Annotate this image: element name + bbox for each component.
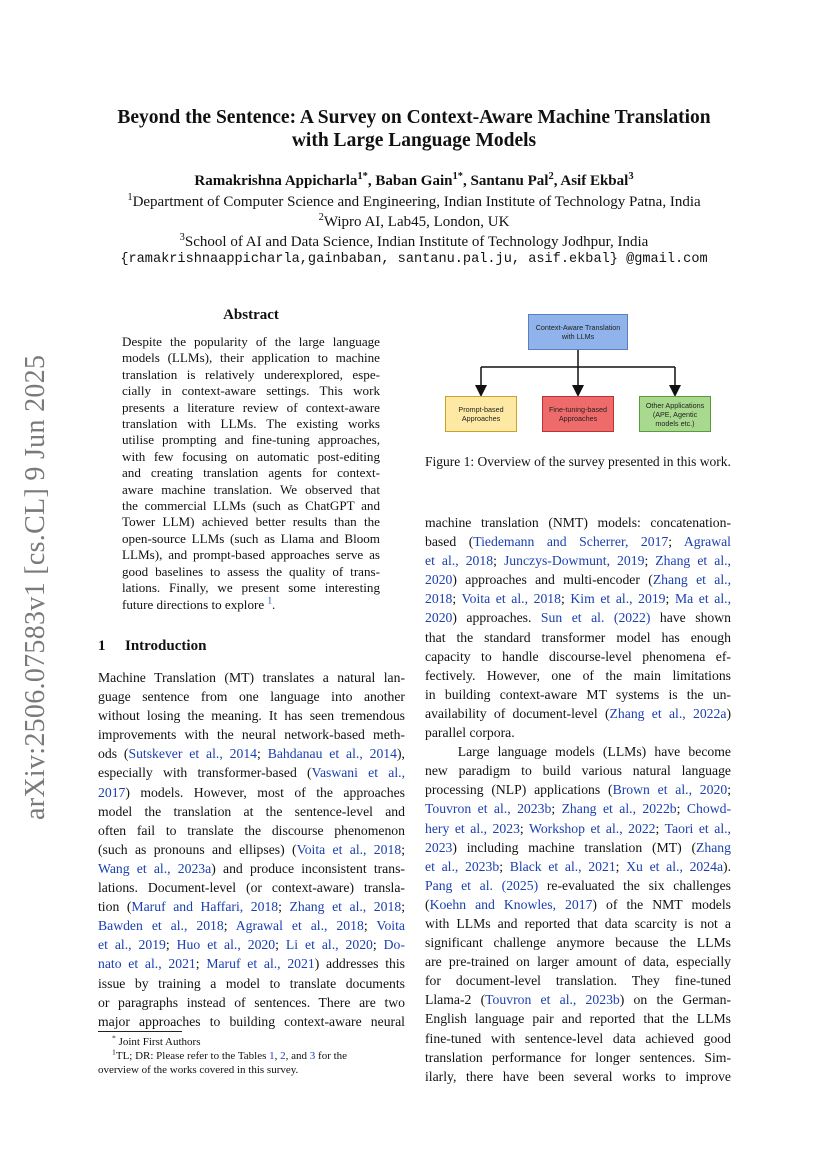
citation-link[interactable]: Wang et al., 2023a [98,860,212,876]
text-line [98,802,405,821]
footnote-mark: * [112,1033,116,1043]
text-segment: have shown [650,610,731,626]
table-link[interactable]: 1 [269,1050,275,1062]
footnote-text: Joint First Authors [118,1036,201,1048]
text-segment: ; [493,553,504,569]
text-line [425,857,731,876]
text-segment: ) of the NMT models [592,896,731,912]
abstract-line: cially in context-aware settings. This work [122,383,380,399]
text-segment: ; [372,937,384,953]
citation-link[interactable]: nato et al., 2021 [98,956,196,972]
citation-link[interactable]: 2018 [425,591,453,607]
text-segment: ; [499,858,510,874]
figure-1-diagram [425,310,731,435]
text-segment: Machine Translation (MT) translates a natural lan- [98,670,405,685]
text-line [425,589,731,608]
author-name: Ramakrishna Appicharla [194,173,358,189]
citation-link[interactable]: et al., 2019 [98,937,166,953]
text-segment: processing (NLP) applications ( [425,782,613,798]
text-segment: ; [560,591,571,607]
text-segment: translation performance for longer sentences. Sim- [425,1049,731,1065]
footnote-sep: , and [285,1050,310,1062]
footnote-joint-authors [112,1035,419,1049]
text-segment: improvements with the neural network-based meth- [98,727,405,743]
text-segment: new paradigm to build various natural language [425,763,731,779]
text-line [425,685,731,704]
text-segment: ; [665,591,675,607]
text-segment: ; [676,801,687,817]
footnote-tldr [112,1049,405,1063]
abstract-line: the commercial LLMs (such as ChatGPT and [122,498,380,514]
citation-link[interactable]: 2020 [425,572,453,588]
citation-link[interactable]: Voita et al., 2018 [461,591,561,607]
text-segment: ilarly, there have been several works to improve [425,1068,731,1084]
footnote-text: for the [315,1050,348,1062]
citation-link[interactable]: hery et al., 2023 [425,820,520,836]
text-segment: ; [668,534,684,550]
text-segment: significant challenge anymore because the LLMs [425,935,731,951]
text-line [98,859,405,878]
affiliation-sup: 3 [179,232,185,243]
text-line [98,916,405,935]
text-segment: ; [278,899,290,915]
text-segment: issue by training a model to translate documents [98,975,405,991]
text-segment: are pre-trained on larger amount of data, especially [425,954,731,970]
column-right-text [425,513,731,1086]
text-line [98,763,405,782]
section-title: Introduction [125,638,207,654]
abstract-line: with few focusing on automatic post-editing [122,448,380,464]
text-line [98,725,405,744]
text-line [425,1009,731,1028]
text-line [425,742,731,761]
author-sup: 1* [357,171,368,182]
citation-link[interactable]: Maruf and Haffari, 2018 [131,899,279,915]
text-segment: with LLMs and reported that data scarcity is not a [425,915,731,931]
citation-link[interactable]: Voita [376,918,405,934]
footnote-tldr-line-2: overview of the works covered in this survey. [98,1064,299,1076]
abstract-line-wrapper: future directions to explore $^1$. [122,595,276,612]
text-segment: availability of document-level ( [425,705,610,721]
text-segment: model the translation at the sentence-level and [98,803,405,819]
citation-link[interactable]: Taori et al., [664,820,731,836]
text-segment: ods ( [98,746,129,762]
title-line-2: with Large Language Models [291,130,537,151]
author-sup: 3 [628,171,634,182]
text-line [425,780,731,799]
text-segment: ; [223,918,236,934]
table-link[interactable]: 2 [280,1050,286,1062]
text-segment: ) addresses this [314,956,405,972]
citation-link[interactable]: Do- [383,937,405,953]
citation-link[interactable]: 2017 [98,784,126,800]
diagram-node-fine-tuning: Fine-tuning-based Approaches [542,396,614,432]
text-line [98,935,405,954]
text-line [425,647,731,666]
text-line [98,974,405,993]
affiliation-3 [0,232,828,252]
abstract-line: lations. Finally, we present some interesting [122,580,380,596]
text-line [98,993,405,1012]
citation-link[interactable]: Zhang [696,839,731,855]
text-line [98,897,405,916]
footnote-ref[interactable]: 1 [267,595,273,606]
arxiv-side-label: arXiv:2506.07583v1 [cs.CL] 9 Jun 2025 [20,354,51,820]
citation-link[interactable]: Xu et al., 2024a [626,858,724,874]
column-left-text [98,668,405,1031]
footnote-mark: 1 [112,1047,116,1057]
text-segment: ) models. However, most of the approaches [125,784,405,800]
diagram-node-prompt-based: Prompt-based Approaches [445,396,517,432]
citation-link[interactable]: Koehn and Knowles, 2017 [429,896,593,912]
text-line [425,819,731,838]
text-segment: ). [723,858,731,874]
text-line [425,723,731,742]
text-line [98,687,405,706]
affiliation-text: Department of Computer Science and Engineering, Indian Institute of Technology Patna, India [132,194,701,210]
figure-1-caption: Figure 1: Overview of the survey presented in this work. [425,454,731,469]
citation-link[interactable]: Vaswani et al., [311,765,405,781]
affiliation-text: Wipro AI, Lab45, London, UK [323,214,510,230]
text-segment: capacity to handle discourse-level phenomena ef- [425,648,731,664]
text-line [98,706,405,725]
diagram-root-node: Context-Aware Translation with LLMs [528,314,628,350]
abstract-line: good baselines to assess the quality of trans- [122,563,380,579]
text-segment: tion ( [98,899,132,915]
citation-link[interactable]: Brown et al., 2020 [612,782,728,798]
author-name: Santanu Pal [470,173,549,189]
affiliation-sup: 1 [127,192,133,203]
citation-link[interactable]: Black et al., 2021 [509,858,616,874]
affiliation-1 [0,192,828,212]
text-line [98,954,405,973]
abstract-line: utilise prompting and fine-tuning approaches, [122,432,380,448]
citation-link[interactable]: Junczys-Dowmunt, 2019 [503,553,645,569]
text-line [425,513,731,532]
footnote-rule [98,1031,182,1032]
text-segment: ; [519,820,530,836]
citation-link[interactable]: et al., 2018 [425,553,494,569]
citation-link[interactable]: Kim et al., 2019 [570,591,666,607]
citation-link[interactable]: Pang et al. (2025) [425,877,539,893]
citation-link[interactable]: Huo et al., 2020 [176,937,276,953]
text-segment: fine-tuned with sentence-level data achieved good [425,1030,731,1046]
table-link[interactable]: 3 [309,1050,316,1062]
text-segment: ; [727,782,731,798]
citation-link[interactable]: Li et al., 2020 [285,937,373,953]
author-name: Baban Gain [375,173,453,189]
text-line [425,1048,731,1067]
text-line [98,744,405,763]
citation-link[interactable]: Agrawal [683,534,731,550]
footnote-sep: , [274,1050,281,1062]
citation-link[interactable]: Touvron et al., 2023b [485,992,620,1008]
text-line [425,838,731,857]
citation-link[interactable]: 2020 [425,610,453,626]
text-segment: ; [195,956,207,972]
text-line [425,971,731,990]
citation-link[interactable]: Chowd- [686,801,732,817]
citation-link[interactable]: Touvron et al., 2023b [425,801,552,817]
citation-link[interactable]: Sun et al. (2022) [540,610,651,626]
abstract-line: open-source LLMs (such as Llama and Bloom [122,530,380,546]
text-line [425,551,731,570]
citation-link[interactable]: Zhang et al., 2022a [609,705,727,721]
text-segment: fectively. However, one of the main limitations [425,667,731,683]
citation-link[interactable]: Ma et al., [674,591,732,607]
citation-link[interactable]: Bahdanau et al., 2014 [267,746,397,762]
text-segment: re-evaluated the six challenges [538,877,732,893]
text-segment: based ( [425,534,474,550]
text-line [98,1012,405,1031]
text-segment: machine translation (NMT) models: concatenation- [425,515,731,530]
abstract-line: LLMs), and prompt-based approaches serve as [122,547,380,563]
text-segment: or paragraphs instead of sentences. There are two [98,994,405,1010]
abstract-line: presents a literature review of context-aware [122,399,380,415]
section-heading-introduction [98,638,206,655]
text-line [425,933,731,952]
abstract-line: translation with LLMs. The existing works [122,416,380,432]
text-line [425,1029,731,1048]
text-line [425,704,731,723]
paper-title [0,106,828,152]
text-segment: ) including machine translation (MT) ( [452,839,697,855]
text-segment: ) [726,705,731,721]
text-segment: ; [655,820,665,836]
text-line [98,668,405,687]
text-line [425,876,731,895]
text-segment: ; [615,858,627,874]
text-segment: ) approaches. [452,610,541,626]
text-segment: ) and produce inconsistent trans- [211,860,405,876]
text-segment: lations. Document-level (or context-aware) transla- [98,880,405,896]
abstract-line: aware machine translation. We observed that [122,481,380,497]
abstract-line: Tower LLM) achieved better results than the [122,514,380,530]
text-line [98,821,405,840]
text-line [425,914,731,933]
text-line [425,666,731,685]
email-line: {ramakrishnaappicharla,gainbaban, santanu.pal.ju, asif.ekbal} @gmail.com [120,252,708,267]
text-segment: often fail to translate the discourse phenomenon [98,822,405,838]
text-segment: Large language models (LLMs) have become [425,744,731,760]
abstract-body [122,334,380,613]
text-segment: ) approaches and multi-encoder ( [452,572,653,588]
citation-link[interactable]: 2023 [425,839,453,855]
citation-link[interactable]: Bawden et al., 2018 [98,918,224,934]
text-line [98,840,405,859]
text-line [425,895,731,914]
citation-link[interactable]: Tiedemann and Scherrer, 2017 [473,534,669,550]
text-segment: ; [644,553,656,569]
citation-link[interactable]: Voita et al., 2018 [296,841,402,857]
abstract-line: models (LLMs), their application to machine [122,350,380,366]
text-line [98,783,405,802]
text-segment: parallel corpora. [425,725,515,741]
text-segment: (such as pronouns and ellipses) ( [98,841,297,857]
text-line [425,608,731,627]
text-segment: ; [551,801,562,817]
author-sup: 1* [452,171,463,182]
abstract-line: future directions to explore [122,596,265,612]
text-segment: Llama-2 ( [425,992,486,1008]
citation-link[interactable]: Zhang et al., 2022b [561,801,677,817]
affiliation-2 [0,212,828,232]
text-line [425,628,731,647]
text-line [98,878,405,897]
author-sup: 2 [548,171,554,182]
author-list: Ramakrishna Appicharla$^{1*}$, Baban Gain$^{1*}$, Santanu Pal$^2$, Asif Ekbal$^3$ [194,171,634,189]
section-number: 1 [98,638,106,654]
citation-link[interactable]: Maruf et al., 2021 [206,956,315,972]
text-line [425,532,731,551]
text-line [425,990,731,1009]
citation-link[interactable]: Agrawal et al., 2018 [235,918,364,934]
text-segment: ( [425,896,430,912]
author-name: Asif Ekbal [560,173,629,189]
text-segment: major approaches to building context-aware neural [98,1013,405,1029]
text-segment: ; [257,746,268,762]
text-segment: for document-level translation. They fine-tuned [425,973,731,989]
affiliation-text: School of AI and Data Science, Indian Institute of Technology Jodhpur, India [184,234,649,250]
text-line [425,1067,731,1086]
text-line [425,761,731,780]
abstract-line: and creating translation agents for context- [122,465,380,481]
text-segment: without losing the meaning. It has seen tremendous [98,708,405,724]
text-segment: ; [452,591,462,607]
text-segment: ; [275,937,286,953]
abstract-heading: Abstract [223,307,279,323]
affiliation-sup: 2 [318,212,324,223]
text-segment: ; [363,918,377,934]
citation-link[interactable]: Sutskever et al., 2014 [128,746,258,762]
text-segment: ), [397,746,405,762]
text-segment: in building context-aware MT systems is the un- [425,686,731,702]
text-segment: guage sentence from one language into another [98,689,405,705]
text-segment: especially with transformer-based ( [98,765,312,781]
abstract-line: translation is relatively underexplored, espe- [122,366,380,382]
citation-link[interactable]: Zhang et al., 2018 [289,899,402,915]
text-line [425,570,731,589]
text-segment: ; [401,841,405,857]
footnote-text: TL; DR: Please refer to the Tables [115,1050,270,1062]
diagram-node-other-applications: Other Applications (APE, Agentic models etc.) [639,396,711,432]
text-segment: ; [401,899,405,915]
text-segment: ) on the German- [619,992,732,1008]
text-segment: English language pair and reported that the LLMs [425,1011,731,1027]
text-line [425,799,731,818]
abstract-line: Despite the popularity of the large language [122,334,380,349]
text-segment: that the standard transformer model has enough [425,629,731,645]
citation-link[interactable]: Zhang et al., [652,572,731,588]
text-segment: ; [165,937,177,953]
text-line [425,952,731,971]
citation-link[interactable]: et al., 2023b [425,858,500,874]
title-line-1: Beyond the Sentence: A Survey on Context-Aware Machine Translation [117,107,711,128]
citation-link[interactable]: Zhang et al., [655,553,731,569]
citation-link[interactable]: Workshop et al., 2022 [529,820,656,836]
